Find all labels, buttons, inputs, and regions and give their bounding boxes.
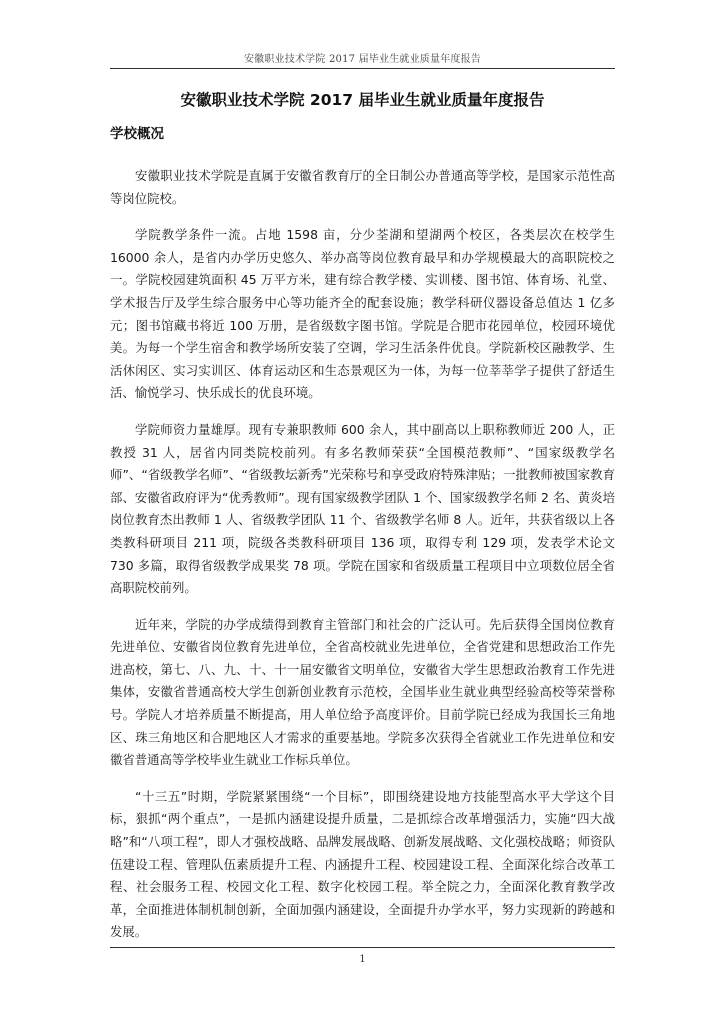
paragraph-facilities: 学院教学条件一流。占地 1598 亩，分少荃湖和望湖两个校区，各类层次在校学生 16000 余人，是省内办学历史悠久、举办高等岗位教育最早和办学规模最大的高职院校之一。学院校园建筑面积 45 万平方米，建有综合教学楼、实训楼、图书馆、体育场、礼堂、学术报告厅及学生综合服务中心等功能齐全的配套设施；教学科研仪器设备总值达 1 亿多元；图书馆藏书将近 100 万册，是省级数字图书馆。学院是合肥市花园单位，校园环境优美。为每一个学生宿舍和教学场所安装了空调，学习生活条件优良。学院新校区融教学、生活休闲区、实习实训区、体育运动区和生态景观区为一体，为每一位莘莘学子提供了舒适生活、愉悦学习、快乐成长的优良环境。 xyxy=(110,227,615,401)
document-title: 安徽职业技术学院 2017 届毕业生就业质量年度报告 xyxy=(180,91,545,109)
running-header: 安徽职业技术学院 2017 届毕业生就业质量年度报告 xyxy=(243,54,481,65)
page-number: 1 xyxy=(359,954,366,965)
footer-rule xyxy=(110,947,615,948)
section-heading: 学校概况 xyxy=(110,126,164,142)
paragraph-five-year-plan: “十三五”时期，学院紧紧围绕“一个目标”，即围绕建设地方技能型高水平大学这个目标，狠抓“两个重点”，一是抓内涵建设提升质量，二是抓综合改革增强活力，实施“四大战略”和“八项工程”，即人才强校战略、品牌发展战略、创新发展战略、文化强校战略；师资队伍建设工程、管理队伍素质提升工程、内涵提升工程、校园建设工程、全面深化综合改革工程、社会服务工程、校园文化工程、数字化校园工程。举全院之力，全面深化教育教学改革，全面推进体制机制创新，全面加强内涵建设，全面提升办学水平，努力实现新的跨越和发展。 xyxy=(110,788,615,940)
paragraph-achievements: 近年来，学院的办学成绩得到教育主管部门和社会的广泛认可。先后获得全国岗位教育先进单位、安徽省岗位教育先进单位，全省高校就业先进单位，全省党建和思想政治工作先进高校，第七、八、九、十、十一届安徽省文明单位，安徽省大学生思想政治教育工作先进集体，安徽省普通高校大学生创新创业教育示范校，全国毕业生就业典型经验高校等荣誉称号。学院人才培养质量不断提高，用人单位给予高度评价。目前学院已经成为我国长三角地区、珠三角地区和合肥地区人才需求的重要基地。学院多次获得全省就业工作先进单位和安徽省普通高等学校毕业生就业工作标兵单位。 xyxy=(110,616,615,768)
paragraph-intro: 安徽职业技术学院是直属于安徽省教育厅的全日制公办普通高等学校，是国家示范性高等岗位院校。 xyxy=(110,168,615,206)
header-rule xyxy=(110,68,615,69)
paragraph-faculty: 学院师资力量雄厚。现有专兼职教师 600 余人，其中副高以上职称教师近 200 人，正教授 31 人，居省内同类院校前列。有多名教师荣获“全国模范教师”、“国家级教学名师”、“省级教学名师”、“省级教坛新秀”光荣称号和享受政府特殊津贴；一批教师被国家教育部、安徽省政府评为“优秀教师”。现有国家级教学团队 1 个、国家级教学名师 2 名、黄炎培岗位教育杰出教师 1 人、省级教学团队 11 个、省级教学名师 8 人。近年，共获省级以上各类教科研项目 211 项，院级各类教科研项目 136 项，取得专利 129 项，发表学术论文 730 多篇，取得省级教学成果奖 78 项。学院在国家和省级质量工程项目中立项数位居全省高职院校前列。 xyxy=(110,421,615,596)
document-body xyxy=(110,165,615,958)
